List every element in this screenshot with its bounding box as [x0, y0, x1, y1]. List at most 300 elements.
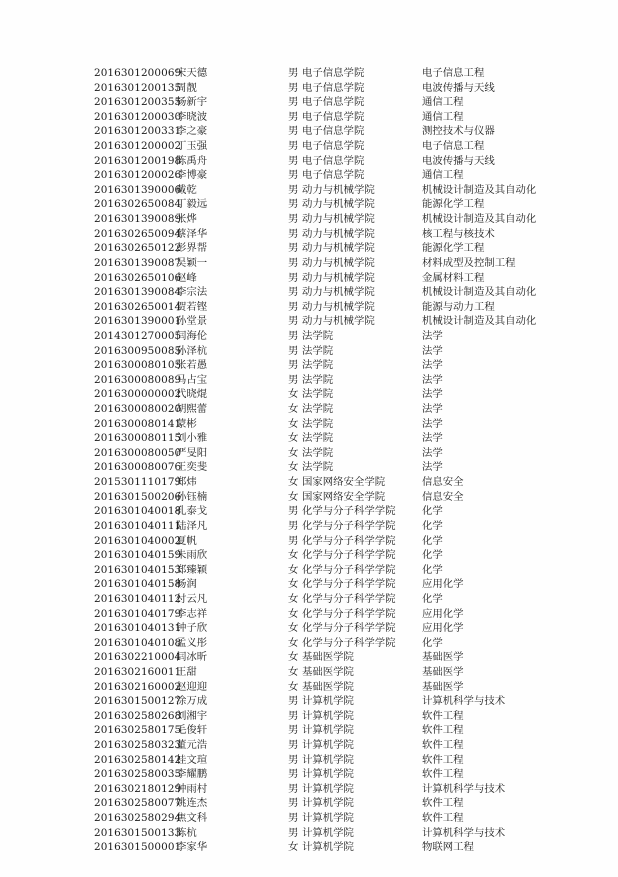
table-row [94, 650, 564, 665]
student-major: 法学 [422, 403, 443, 416]
student-major: 软件工程 [422, 768, 464, 781]
student-gender: 男 [288, 125, 299, 138]
student-name: 付云凡 [176, 592, 208, 605]
student-college: 化学与分子科学学院 [302, 505, 396, 518]
student-gender: 女 [288, 476, 299, 489]
table-row [94, 519, 564, 534]
student-college: 计算机学院 [302, 782, 354, 795]
student-college: 法学院 [302, 446, 334, 459]
student-id: 2016302580323 [94, 739, 182, 752]
student-gender: 男 [288, 256, 299, 269]
student-id: 2016301200030 [94, 110, 182, 123]
table-row [94, 694, 564, 709]
student-gender: 女 [288, 417, 299, 430]
student-gender: 男 [288, 140, 299, 153]
student-major: 基础医学 [422, 680, 464, 693]
table-row [94, 314, 564, 329]
student-roster [94, 66, 564, 855]
student-gender: 男 [288, 169, 299, 182]
student-id: 2016302160011 [94, 665, 182, 678]
student-major: 法学 [422, 344, 443, 357]
student-id: 2016301390089 [94, 213, 182, 226]
student-id: 2016302650084 [94, 198, 182, 211]
table-row [94, 563, 564, 578]
student-id: 2016300000002 [94, 388, 182, 401]
student-gender: 女 [288, 636, 299, 649]
student-id: 2016302180129 [94, 782, 182, 795]
student-id: 2016302580035 [94, 768, 182, 781]
student-name: 孙泽杭 [176, 344, 208, 357]
student-name: 张若愚 [176, 359, 208, 372]
student-gender: 男 [288, 329, 299, 342]
student-gender: 男 [288, 812, 299, 825]
student-college: 电子信息学院 [302, 154, 365, 167]
student-gender: 男 [288, 505, 299, 518]
student-id: 2016300080115 [94, 432, 182, 445]
table-row [94, 81, 564, 96]
student-gender: 男 [288, 242, 299, 255]
student-id: 2016301500127 [94, 695, 182, 708]
student-name: 钟雨村 [176, 782, 208, 795]
table-row [94, 753, 564, 768]
student-college: 基础医学院 [302, 665, 354, 678]
student-college: 动力与机械学院 [302, 286, 375, 299]
table-row [94, 241, 564, 256]
table-row [94, 767, 564, 782]
student-name: 王奕斐 [176, 461, 208, 474]
student-gender: 男 [288, 709, 299, 722]
student-name: 桂文瑄 [176, 753, 208, 766]
student-name: 胡熙蕾 [176, 403, 208, 416]
student-gender: 男 [288, 183, 299, 196]
student-major: 计算机科学与技术 [422, 826, 506, 839]
student-college: 法学院 [302, 461, 334, 474]
table-row [94, 154, 564, 169]
student-college: 化学与分子科学学院 [302, 519, 396, 532]
student-name: 吴颖一 [176, 256, 208, 269]
student-major: 基础医学 [422, 665, 464, 678]
student-name: 孙钰楠 [176, 490, 208, 503]
student-id: 2016301200002 [94, 140, 182, 153]
student-name: 杨新宇 [176, 96, 208, 109]
student-id: 2016301390001 [94, 315, 182, 328]
student-id: 2016301040108 [94, 636, 182, 649]
table-row [94, 709, 564, 724]
student-major: 化学 [422, 534, 443, 547]
student-college: 动力与机械学院 [302, 227, 375, 240]
table-row [94, 271, 564, 286]
student-name: 杨润 [176, 578, 197, 591]
student-id: 2016302650014 [94, 300, 182, 313]
student-id: 2016302210004 [94, 651, 182, 664]
student-name: 丁玉强 [176, 140, 208, 153]
student-college: 计算机学院 [302, 753, 354, 766]
student-major: 能源化学工程 [422, 242, 485, 255]
student-major: 通信工程 [422, 169, 464, 182]
student-name: 夏帆 [176, 534, 197, 547]
student-gender: 男 [288, 154, 299, 167]
student-name: 陈禹舟 [176, 154, 208, 167]
student-name: 贺若铿 [176, 300, 208, 313]
student-id: 2016302580175 [94, 724, 182, 737]
student-major: 应用化学 [422, 622, 464, 635]
student-college: 法学院 [302, 388, 334, 401]
student-college: 动力与机械学院 [302, 183, 375, 196]
student-id: 2016301390006 [94, 183, 182, 196]
table-row [94, 490, 564, 505]
student-college: 化学与分子科学学院 [302, 607, 396, 620]
student-college: 动力与机械学院 [302, 198, 375, 211]
student-name: 李宗法 [176, 286, 208, 299]
student-id: 2016301040131 [94, 622, 182, 635]
table-row [94, 66, 564, 81]
student-college: 动力与机械学院 [302, 213, 375, 226]
student-id: 2016301040018 [94, 505, 182, 518]
student-id: 2016301040153 [94, 563, 182, 576]
student-college: 法学院 [302, 344, 334, 357]
student-major: 法学 [422, 446, 443, 459]
student-gender: 男 [288, 286, 299, 299]
student-id: 2016301390087 [94, 256, 182, 269]
student-id: 2016301200355 [94, 96, 182, 109]
student-name: 钟子欣 [176, 622, 208, 635]
student-gender: 男 [288, 271, 299, 284]
table-row [94, 577, 564, 592]
student-id: 2016301390084 [94, 286, 182, 299]
student-gender: 男 [288, 81, 299, 94]
student-college: 计算机学院 [302, 709, 354, 722]
student-id: 2016301200026 [94, 169, 182, 182]
table-row [94, 665, 564, 680]
student-id: 2014301270005 [94, 329, 182, 342]
student-major: 物联网工程 [422, 841, 474, 854]
student-name: 郑炜 [176, 476, 197, 489]
student-name: 丁毅远 [176, 198, 208, 211]
student-major: 机械设计制造及其自动化 [422, 286, 537, 299]
table-row [94, 285, 564, 300]
student-major: 信息安全 [422, 476, 464, 489]
student-college: 计算机学院 [302, 812, 354, 825]
table-row [94, 358, 564, 373]
student-gender: 女 [288, 651, 299, 664]
student-major: 测控技术与仪器 [422, 125, 495, 138]
student-id: 2016301200069 [94, 67, 182, 79]
student-id: 2015301110179 [94, 476, 182, 489]
student-gender: 女 [288, 446, 299, 459]
table-row [94, 826, 564, 841]
student-college: 动力与机械学院 [302, 256, 375, 269]
student-id: 2016302580077 [94, 797, 182, 810]
student-name: 戴乾 [176, 183, 197, 196]
table-row [94, 183, 564, 198]
student-name: 李志祥 [176, 607, 208, 620]
student-major: 法学 [422, 461, 443, 474]
student-id: 2016301500001 [94, 841, 182, 854]
student-gender: 男 [288, 534, 299, 547]
student-major: 法学 [422, 388, 443, 401]
student-name: 姚连杰 [176, 797, 208, 810]
student-name: 宋天德 [176, 67, 208, 79]
student-major: 机械设计制造及其自动化 [422, 213, 537, 226]
student-gender: 女 [288, 578, 299, 591]
table-row [94, 197, 564, 212]
student-id: 2016300950085 [94, 344, 182, 357]
student-id: 2016300080105 [94, 359, 182, 372]
student-name: 孟义彤 [176, 636, 208, 649]
student-name: 蒙彬 [176, 417, 197, 430]
student-id: 2016302650094 [94, 227, 182, 240]
student-college: 电子信息学院 [302, 110, 365, 123]
student-college: 电子信息学院 [302, 125, 365, 138]
student-college: 法学院 [302, 373, 334, 386]
table-row [94, 548, 564, 563]
table-row [94, 680, 564, 695]
student-major: 化学 [422, 549, 443, 562]
student-gender: 男 [288, 373, 299, 386]
student-major: 法学 [422, 417, 443, 430]
student-major: 通信工程 [422, 110, 464, 123]
table-row [94, 387, 564, 402]
student-name: 焦文科 [176, 812, 208, 825]
student-id: 2016302580142 [94, 753, 182, 766]
student-gender: 男 [288, 739, 299, 752]
student-name: 代晓焜 [176, 388, 208, 401]
student-college: 电子信息学院 [302, 169, 365, 182]
student-gender: 男 [288, 67, 299, 79]
student-college: 化学与分子科学学院 [302, 563, 396, 576]
student-id: 2016302580294 [94, 812, 182, 825]
table-row [94, 373, 564, 388]
student-college: 动力与机械学院 [302, 271, 375, 284]
student-college: 电子信息学院 [302, 81, 365, 94]
student-major: 电波传播与天线 [422, 154, 495, 167]
student-name: 李家华 [176, 841, 208, 854]
student-gender: 女 [288, 490, 299, 503]
student-id: 2016300080020 [94, 403, 182, 416]
student-name: 孔泰戈 [176, 505, 208, 518]
student-college: 计算机学院 [302, 841, 354, 854]
table-row [94, 723, 564, 738]
student-major: 能源化学工程 [422, 198, 485, 211]
student-id: 2016302650106 [94, 271, 182, 284]
student-gender: 男 [288, 300, 299, 313]
student-name: 朱雨欣 [176, 549, 208, 562]
student-gender: 男 [288, 782, 299, 795]
student-college: 法学院 [302, 403, 334, 416]
student-id: 2016301200331 [94, 125, 182, 138]
student-gender: 女 [288, 432, 299, 445]
student-gender: 男 [288, 826, 299, 839]
table-row [94, 227, 564, 242]
student-college: 动力与机械学院 [302, 315, 375, 328]
student-gender: 男 [288, 198, 299, 211]
student-gender: 男 [288, 797, 299, 810]
table-row [94, 344, 564, 359]
student-major: 法学 [422, 373, 443, 386]
student-gender: 女 [288, 665, 299, 678]
student-gender: 女 [288, 592, 299, 605]
table-row [94, 738, 564, 753]
student-gender: 男 [288, 315, 299, 328]
student-college: 化学与分子科学学院 [302, 636, 396, 649]
student-major: 电子信息工程 [422, 67, 485, 79]
student-id: 2016302580268 [94, 709, 182, 722]
student-college: 动力与机械学院 [302, 242, 375, 255]
student-name: 孙堂景 [176, 315, 208, 328]
student-name: 毛俊轩 [176, 724, 208, 737]
student-id: 2016300080050 [94, 446, 182, 459]
student-id: 2016301500206 [94, 490, 182, 503]
student-college: 国家网络安全学院 [302, 476, 386, 489]
student-college: 法学院 [302, 329, 334, 342]
table-row [94, 607, 564, 622]
student-name: 刘小雅 [176, 432, 208, 445]
student-college: 计算机学院 [302, 724, 354, 737]
student-gender: 男 [288, 110, 299, 123]
student-major: 电子信息工程 [422, 140, 485, 153]
student-major: 金属材料工程 [422, 271, 485, 284]
student-major: 化学 [422, 563, 443, 576]
student-id: 2016301040159 [94, 549, 182, 562]
student-name: 彭界帮 [176, 242, 208, 255]
table-row [94, 460, 564, 475]
student-name: 董元浩 [176, 739, 208, 752]
table-row [94, 592, 564, 607]
table-row [94, 110, 564, 125]
table-row [94, 417, 564, 432]
student-gender: 女 [288, 563, 299, 576]
student-gender: 男 [288, 227, 299, 240]
student-major: 能源与动力工程 [422, 300, 495, 313]
student-gender: 男 [288, 213, 299, 226]
student-college: 计算机学院 [302, 739, 354, 752]
table-row [94, 139, 564, 154]
student-major: 软件工程 [422, 739, 464, 752]
table-row [94, 504, 564, 519]
table-row [94, 212, 564, 227]
student-college: 化学与分子科学学院 [302, 578, 396, 591]
student-major: 电波传播与天线 [422, 81, 495, 94]
student-name: 赵峰 [176, 271, 197, 284]
student-gender: 男 [288, 519, 299, 532]
student-name: 赵迎迎 [176, 680, 208, 693]
student-college: 计算机学院 [302, 826, 354, 839]
student-college: 基础医学院 [302, 680, 354, 693]
table-row [94, 124, 564, 139]
student-college: 计算机学院 [302, 695, 354, 708]
student-major: 软件工程 [422, 812, 464, 825]
student-gender: 男 [288, 96, 299, 109]
student-college: 化学与分子科学学院 [302, 622, 396, 635]
student-id: 2016300080089 [94, 373, 182, 386]
table-row [94, 534, 564, 549]
student-major: 软件工程 [422, 797, 464, 810]
student-name: 周靓 [176, 81, 197, 94]
student-major: 化学 [422, 636, 443, 649]
student-college: 法学院 [302, 359, 334, 372]
student-major: 软件工程 [422, 709, 464, 722]
student-college: 法学院 [302, 432, 334, 445]
student-college: 化学与分子科学学院 [302, 534, 396, 547]
student-major: 信息安全 [422, 490, 464, 503]
student-college: 电子信息学院 [302, 67, 365, 79]
student-major: 法学 [422, 432, 443, 445]
table-row [94, 95, 564, 110]
student-college: 计算机学院 [302, 797, 354, 810]
student-college: 电子信息学院 [302, 96, 365, 109]
student-major: 机械设计制造及其自动化 [422, 183, 537, 196]
student-id: 2016301200198 [94, 154, 182, 167]
student-college: 动力与机械学院 [302, 300, 375, 313]
student-name: 陆泽凡 [176, 519, 208, 532]
student-id: 2016301040112 [94, 592, 182, 605]
student-college: 法学院 [302, 417, 334, 430]
table-row [94, 475, 564, 490]
table-row [94, 796, 564, 811]
student-major: 软件工程 [422, 753, 464, 766]
table-row [94, 636, 564, 651]
student-name: 蔡泽华 [176, 227, 208, 240]
student-id: 2016300080076 [94, 461, 182, 474]
student-major: 化学 [422, 519, 443, 532]
student-name: 闫冰昕 [176, 651, 208, 664]
student-gender: 男 [288, 695, 299, 708]
student-college: 化学与分子科学学院 [302, 592, 396, 605]
student-id: 2016302160002 [94, 680, 182, 693]
table-row [94, 300, 564, 315]
table-row [94, 431, 564, 446]
student-major: 计算机科学与技术 [422, 695, 506, 708]
student-gender: 男 [288, 344, 299, 357]
student-gender: 男 [288, 724, 299, 737]
student-major: 材料成型及控制工程 [422, 256, 516, 269]
student-major: 法学 [422, 359, 443, 372]
table-row [94, 811, 564, 826]
table-row [94, 168, 564, 183]
table-row [94, 621, 564, 636]
student-id: 2016301040158 [94, 578, 182, 591]
student-id: 2016301500133 [94, 826, 182, 839]
student-major: 计算机科学与技术 [422, 782, 506, 795]
student-major: 核工程与核技术 [422, 227, 495, 240]
student-id: 2016301200135 [94, 81, 182, 94]
student-name: 严旻阳 [176, 446, 208, 459]
student-college: 国家网络安全学院 [302, 490, 386, 503]
student-major: 法学 [422, 329, 443, 342]
student-gender: 女 [288, 622, 299, 635]
student-major: 基础医学 [422, 651, 464, 664]
student-id: 2016302650122 [94, 242, 182, 255]
student-major: 化学 [422, 505, 443, 518]
student-id: 2016301040111 [94, 519, 182, 532]
student-gender: 女 [288, 403, 299, 416]
student-major: 通信工程 [422, 96, 464, 109]
student-name: 刘湘宇 [176, 709, 208, 722]
student-name: 李博豪 [176, 169, 208, 182]
student-major: 应用化学 [422, 607, 464, 620]
student-id: 2016301040179 [94, 607, 182, 620]
student-name: 郑臻颖 [176, 563, 208, 576]
student-id: 2016301040002 [94, 534, 182, 547]
student-name: 李之豪 [176, 125, 208, 138]
table-row [94, 402, 564, 417]
student-gender: 男 [288, 359, 299, 372]
student-gender: 女 [288, 680, 299, 693]
student-major: 应用化学 [422, 578, 464, 591]
table-row [94, 782, 564, 797]
student-college: 电子信息学院 [302, 140, 365, 153]
student-name: 张烨 [176, 213, 197, 226]
